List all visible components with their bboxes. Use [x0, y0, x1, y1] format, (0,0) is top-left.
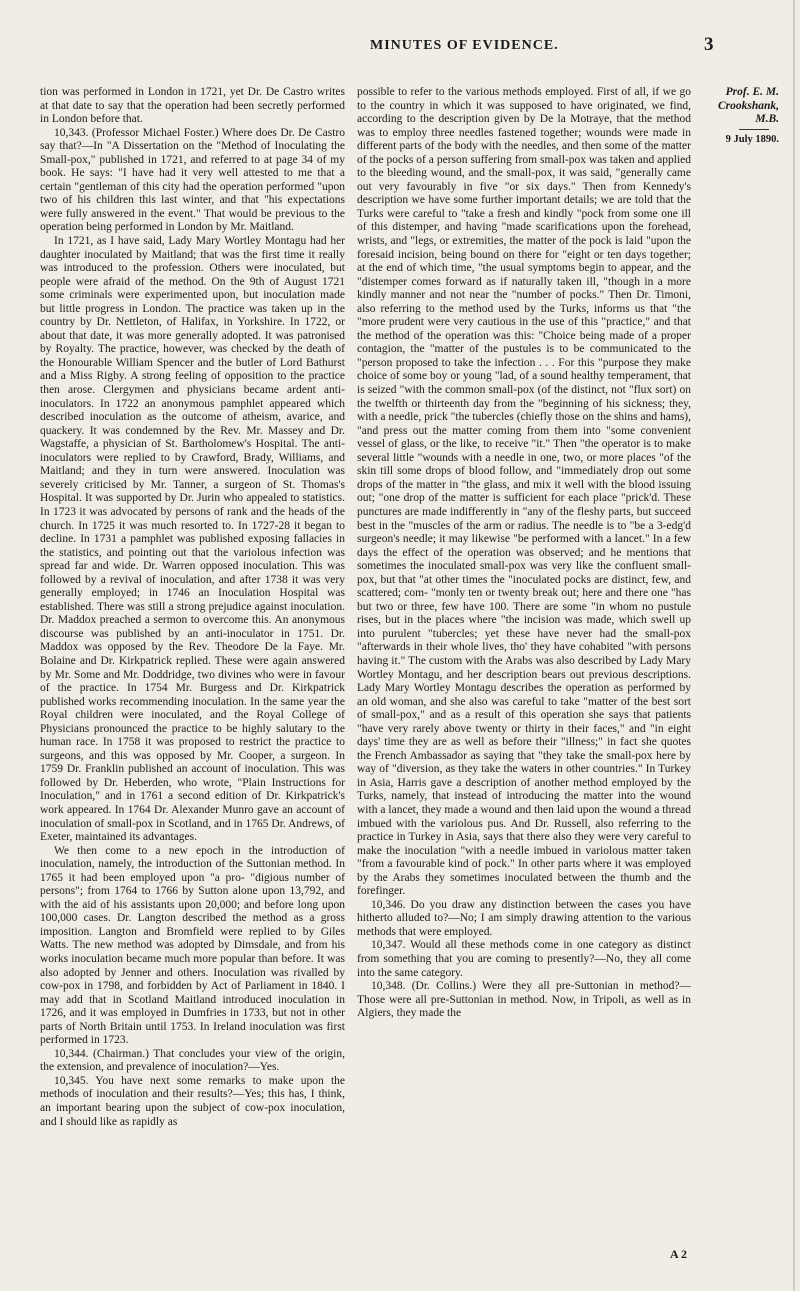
witness-name: Prof. E. M. Crookshank, M.B.: [717, 86, 779, 125]
witness-date: 9 July 1890.: [725, 133, 779, 145]
divider: [739, 129, 769, 130]
paragraph: 10,345. You have next some remarks to make upon the methods of inoculation and their results?—Yes; this has, I think, an important bearing upon the subject of cow-pox inoculation, and I should like as rapidly as: [40, 1074, 345, 1128]
paragraph: 10,348. (Dr. Collins.) Were they all pre-Suttonian in method?—Those were all pre-Suttonian in method. Now, in Tripoli, as well as in Algiers, they made the: [357, 980, 691, 1020]
witness-margin-note: [697, 86, 779, 146]
page-number: 3: [704, 34, 714, 55]
right-column: [357, 86, 691, 1021]
paragraph: possible to refer to the various methods employed. First of all, if we go to the country in which it was supposed to have originated, we find, according to the description given by De la Motraye, that the method was to employ three needles fastened together; wounds were made in different parts of the body with the needles, and then some of the matter of the pocks of a person suffering from small-pox was taken and applied to the bleeding wound, and the small-pox, it was said, "generally came out very favourably in five "or six days." Then from Kennedy's description we have some further important details; we are told that the Turks were careful to "take a fresh and kindly "pock from some one ill of this distemper, and having "made scarifications upon the forehead, wrists, and "legs, or extremities, the matter of the pock is laid "upon the foresaid incision, being bound on there for "eight or ten days together; at the end of which time, "the usual symptoms begin to appear, and the "distemper comes forward as if naturally taken ill, "though in a more kindly manner and not near the "number of pocks." Then Dr. Timoni, also referring to the method used by the Turks, informs us that "the "more prudent were very cautious in the use of this "practice," and that the method of the operation was this: "Choice being made of a proper contagion, the "matter of the pustules is to be communicated to the "person proposed to take the infection . . . For this "purpose they make choice of some boy or young "lad, of a sound healthy temperament, that is seized "with the common small-pox (of the distinct, not "flux sort) on the twelfth or thirteenth day from the "beginning of his sickness; they, with a needle, prick "the tubercles (chiefly those on the shins and hams), "and press out the matter coming from them into "some convenient vessel of glass, or the like, to receive "it." Then "the operator is to make several little "wounds with a needle in one, two, or more places "of the skin till some drops of blood follow, and "immediately drop out some drops of the matter in "the glass, and mix it well with the blood issuing out; "one drop of the matter is sufficient for each place "prick'd. These punctures are made indifferently in "any of the fleshy parts, but succeed best in the "muscles of the arm or radius. The needle is to "be a 3-edg'd surgeon's needle; it may likewise "be performed with a lancet." In a few days the effect of the operation was observed; and he mentions that sometimes the inoculated small-pox was very like the confluent small-pox, but that "at other times the "inoculated pocks are distinct, few, and scattered; com- "monly ten or twenty break out; here and there one "has but two or three, few have 100. There are some "in whom no pustule rises, but in the places where "the incision was made, which swell up into purulent "tubercles; yet these have never had the small-pox "afterwards in their whole lives, tho' they have cohabited "with persons having it." The custom with the Arabs was also described by Lady Mary Wortley Montagu, and her description bears out previous descriptions. Lady Mary Wortley Montagu describes the operation as performed by an old woman, and she also was careful to take "matter of the best sort of small-pox," and as a result of this operation she says that patients "have very rarely above twenty or thirty in their faces," and "in eight days' time they are as well as before their "illness;" in fact she quotes the French Ambassador as saying that "they take the small-pox here by way of "diversion, as they take the waters in other countries." In Turkey in Asia, Harris gave a description of another method employed by the Turks, namely, that instead of introducing the matter into the wound with a lancet, they made a wound and then laid upon the wound a thread imbued with the variolous pus. And Dr. Russell, also referring to the practice in Turkey in Asia, says that there also they were very careful to make the inoculation "with a needle imbued in variolous matter taken "from a favourable kind of pock." In other parts where it was employed by the Arabs they sometimes inoculated between the thumb and the forefinger.: [357, 86, 691, 898]
paragraph: tion was performed in London in 1721, yet Dr. De Castro writes at that date to say that the operation had been secretly performed in London before that.: [40, 86, 345, 126]
page-edge: [793, 0, 795, 1291]
signature-mark: A 2: [670, 1247, 688, 1261]
paragraph: 10,347. Would all these methods come in one category as distinct from something that you are coming to presently?—No, they all come into the same category.: [357, 939, 691, 979]
running-head: MINUTES OF EVIDENCE.: [370, 38, 559, 53]
paragraph: 10,346. Do you draw any distinction between the cases you have hitherto alluded to?—No; I am simply drawing attention to the various methods that were employed.: [357, 898, 691, 938]
left-column: [40, 86, 345, 1129]
paragraph: In 1721, as I have said, Lady Mary Wortley Montagu had her daughter inoculated by Maitland; that was the first time it really was introduced to the profession. Others were inoculated, but people were afraid of the method. On the 9th of August 1721 some criminals were experimented upon, but inoculation made but little progress in London. The practice was taken up in the country by Dr. Nettleton, of Halifax, in Yorkshire. In 1722, or about that date, it was more generally adopted. It was patronised by Royalty. The practice, however, was checked by the death of the Honourable William Spencer and the butler of Lord Bathurst and a Miss Rigby. A strong feeling of opposition to the practice then arose. Clergymen and physicians became ardent anti-inoculators. In 1722 an anonymous pamphlet appeared which described inoculation as the outcome of atheism, avarice, and quackery. It was condemned by the Rev. Mr. Massey and Dr. Wagstaffe, a physician of St. Bartholomew's Hospital. The anti-inoculators were replied to by Crawford, Brady, Williams, and Maitland; and they in turn were answered. Inoculation was severely criticised by Mr. Tanner, a surgeon of St. Thomas's Hospital. It was supported by Dr. Jurin who appealed to statistics. In 1723 it was advocated by persons of rank and the heads of the church. In 1725 it was much resorted to. In 1727-28 it began to decline. In 1731 a pamphlet was published exposing fallacies in the statistics, and pointing out that the variolous infection was spread far and wide. Dr. Warren opposed inoculation. This was followed by a revival of inoculation, and after 1738 it was very generally employed; in 1746 an Inoculation Hospital was established. There was still a strong prejudice against inoculation. Dr. Maddox preached a sermon to overcome this. An anonymous discourse was published by an anti-inoculator in 1751. Dr. Maddox was opposed by the Rev. Theodore De la Faye. Mr. Bolaine and Dr. Kirkpatrick replied. These were again answered by Mr. Some and Mr. Doddridge, two divines who were in favour of the practice. In 1754 Mr. Burgess and Dr. Kirkpatrick published works recommending inoculation. In the same year the Royal children were inoculated, and the Royal College of Physicians pronounced the practice to be highly salutary to the human race. In 1758 it was proposed to restrict the practice to surgeons, and this was opposed by Mr. Cooper, a surgeon. In 1759 Dr. Franklin published an account of inoculation. This was followed by Dr. Heberden, who wrote, "Plain Instructions for Inoculation," and in 1761 a second edition of Dr. Kirkpatrick's work appeared. In 1764 Dr. Alexander Munro gave an account of inoculation of small-pox in Scotland, and in 1765 Dr. Andrews, of Exeter, maintained its advantages.: [40, 235, 345, 844]
paragraph: 10,344. (Chairman.) That concludes your view of the origin, the extension, and prevalence of inoculation?—Yes.: [40, 1047, 345, 1074]
paragraph: We then come to a new epoch in the introduction of inoculation, namely, the introduction of the Suttonian method. In 1765 it had been employed upon "a pro- "digious number of persons"; from 1764 to 1766 by Sutton alone upon 13,792, and with the aid of his assistants upon 20,000; and before long upon 100,000 cases. Dr. Langton described the method as a gross imposition. Langton and Bromfield were replied to by Giles Watts. The new method was adopted by Dimsdale, and from his works inoculation became much more popular than before. It was also adopted by Jenner and others. Inoculation was rivalled by cow-pox in 1798, and forbidden by Act of Parliament in 1840. I may add that in Scotland Maitland introduced inoculation in 1726, and it was employed in Dumfries in 1733, but not in other parts of North Britain until 1753. In Ireland inoculation was first performed in 1723.: [40, 844, 345, 1047]
paragraph: 10,343. (Professor Michael Foster.) Where does Dr. De Castro say that?—In "A Dissertation on the "Method of Inoculating the Small-pox," published in 1721, and referred to at page 34 of my book. He says: "I have had it very well attested to me that a certain "gentleman of this city had the operation performed "upon two of his children this last winter, and that "his expectations were fully answered in the event." That would be previous to the operation being performed in London by Mr. Maitland.: [40, 126, 345, 234]
